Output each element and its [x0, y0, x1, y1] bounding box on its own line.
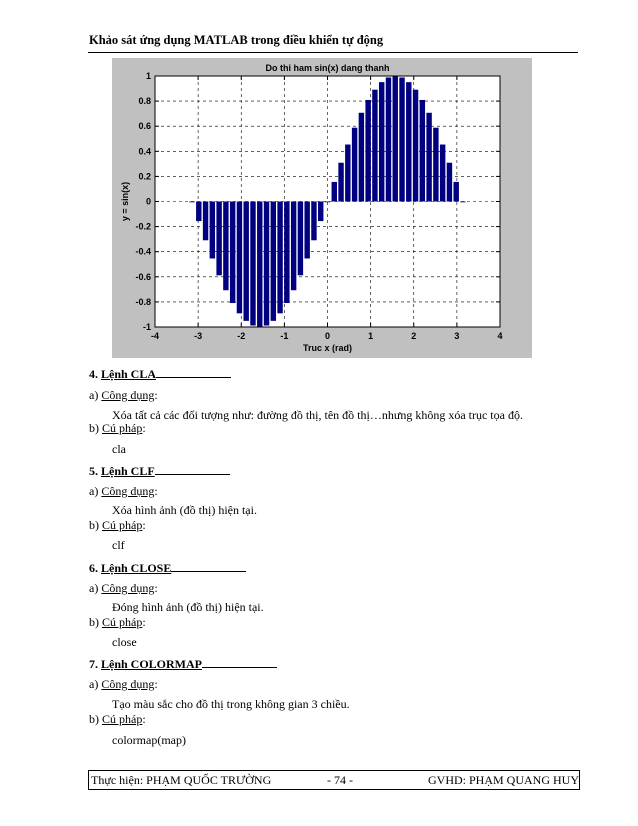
section-heading-clf — [89, 463, 230, 479]
y-axis-label: y = sin(x) — [120, 181, 130, 222]
bar — [250, 202, 255, 326]
bar — [332, 182, 337, 202]
y-tick-label: 0.8 — [138, 96, 151, 107]
syntax-label: b) Cú pháp: — [89, 712, 146, 726]
usage-text: Xóa tất cả các đối tượng như: đường đồ thị, tên đồ thị…nhưng không xóa trục tọa độ. — [112, 408, 523, 422]
y-tick-label: -0.6 — [135, 271, 151, 282]
bar — [433, 128, 438, 202]
bar — [271, 202, 276, 321]
bar — [216, 202, 221, 276]
section-heading-colormap — [89, 656, 277, 672]
heading-number: 4. — [89, 367, 101, 381]
bar — [257, 202, 262, 328]
heading-text: Lệnh COLORMAP — [101, 657, 203, 671]
x-tick-label: 3 — [454, 331, 460, 341]
syntax-text: colormap(map) — [112, 733, 186, 747]
bar — [338, 163, 343, 202]
usage-label: a) Công dụng: — [89, 388, 158, 402]
syntax-label: b) Cú pháp: — [89, 615, 146, 629]
bar — [379, 82, 384, 201]
y-tick-label: 0.2 — [138, 171, 151, 182]
bar — [352, 128, 357, 202]
bar — [311, 202, 316, 241]
bar — [453, 182, 458, 202]
sin-bar-chart — [112, 58, 532, 358]
bar — [210, 202, 215, 259]
chart-title: Do thi ham sin(x) dang thanh — [265, 63, 390, 73]
syntax-text: close — [112, 635, 137, 649]
bar — [447, 163, 452, 202]
x-tick-label: -3 — [194, 331, 203, 341]
usage-text: Tạo màu sắc cho đồ thị trong không gian 3 chiều. — [112, 697, 350, 711]
bar — [291, 202, 296, 291]
bar — [237, 202, 242, 314]
usage-label: a) Công dụng: — [89, 581, 158, 595]
heading-underline — [202, 656, 277, 668]
bar — [365, 100, 370, 202]
bar — [284, 202, 289, 304]
footer-supervisor: GVHD: PHẠM QUANG HUY — [428, 773, 580, 787]
footer-page-number: - 74 - — [327, 773, 353, 787]
x-tick-label: -1 — [280, 331, 289, 341]
x-tick-label: 2 — [411, 331, 417, 341]
syntax-text: cla — [112, 442, 126, 456]
section-heading-cla — [89, 366, 231, 382]
y-tick-label: 0.4 — [138, 146, 151, 157]
heading-underline — [155, 463, 230, 475]
bar — [372, 90, 377, 202]
y-tick-label: -0.4 — [135, 246, 151, 257]
bar — [298, 202, 303, 276]
heading-number: 5. — [89, 464, 101, 478]
heading-text: Lệnh CLA — [101, 367, 157, 381]
bar — [460, 202, 465, 203]
y-tick-label: 0 — [145, 196, 151, 207]
x-tick-label: -2 — [237, 331, 246, 341]
matlab-figure — [112, 58, 532, 358]
x-tick-label: -4 — [150, 331, 160, 341]
y-tick-label: 0.6 — [138, 121, 151, 132]
heading-underline — [156, 366, 231, 378]
y-tick-label: -0.8 — [135, 296, 151, 307]
y-tick-label: 1 — [145, 71, 151, 81]
bar — [406, 82, 411, 201]
bar — [413, 90, 418, 202]
x-tick-label: 0 — [324, 331, 331, 341]
bar — [196, 202, 201, 222]
x-tick-label: 4 — [497, 331, 503, 341]
bar — [426, 113, 431, 202]
heading-underline — [171, 560, 246, 572]
heading-text: Lệnh CLOSE — [101, 561, 172, 575]
bar — [243, 202, 248, 321]
bar — [359, 113, 364, 202]
usage-text: Xóa hình ảnh (đồ thị) hiện tại. — [112, 503, 257, 517]
section-heading-close — [89, 560, 246, 576]
bar — [203, 202, 208, 241]
bar — [230, 202, 235, 304]
heading-text: Lệnh CLF — [101, 464, 155, 478]
bar — [399, 78, 404, 202]
heading-number: 7. — [89, 657, 101, 671]
x-tick-label: 1 — [368, 331, 374, 341]
bar — [420, 100, 425, 202]
heading-number: 6. — [89, 561, 101, 575]
bar — [223, 202, 228, 291]
bar — [277, 202, 282, 314]
header-divider — [88, 52, 578, 53]
bar — [264, 202, 269, 326]
bar — [304, 202, 309, 259]
bar — [386, 78, 391, 202]
y-tick-label: -0.2 — [135, 221, 151, 232]
page-header-title: Khảo sát ứng dụng MATLAB trong điều khiển tự động — [89, 33, 384, 47]
usage-text: Đóng hình ảnh (đồ thị) hiện tại. — [112, 600, 264, 614]
syntax-label: b) Cú pháp: — [89, 421, 146, 435]
y-tick-label: -1 — [142, 322, 151, 332]
usage-label: a) Công dụng: — [89, 484, 158, 498]
bar — [325, 202, 330, 203]
bar — [440, 145, 445, 202]
syntax-label: b) Cú pháp: — [89, 518, 146, 532]
x-axis-label: Truc x (rad) — [302, 343, 353, 353]
footer-author: Thực hiện: PHẠM QUỐC TRƯỜNG — [91, 773, 272, 787]
bar — [345, 145, 350, 202]
syntax-text: clf — [112, 538, 125, 552]
bar — [189, 202, 194, 203]
usage-label: a) Công dụng: — [89, 677, 158, 691]
bar — [393, 76, 398, 202]
bar — [318, 202, 323, 222]
